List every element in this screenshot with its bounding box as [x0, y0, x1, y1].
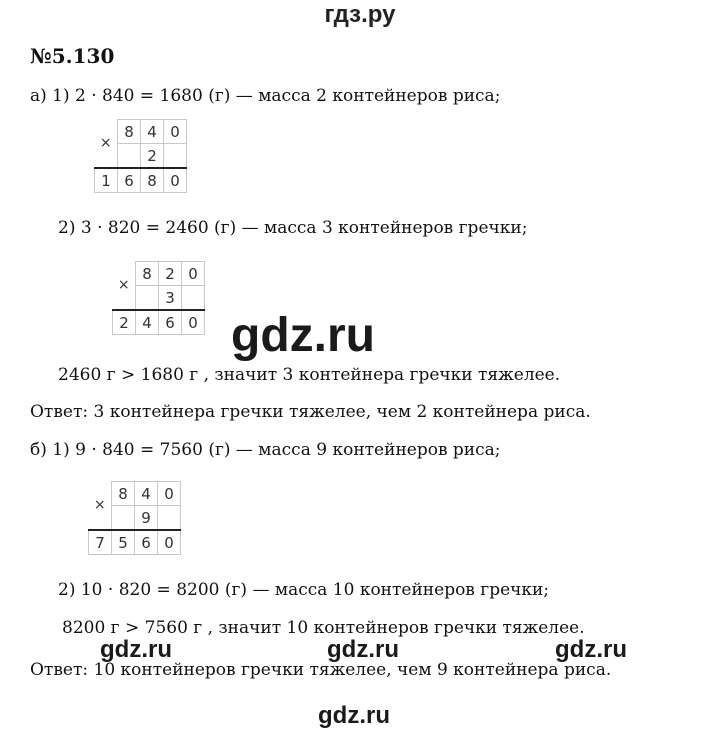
digit — [164, 144, 187, 169]
task-number: №5.130 — [30, 44, 115, 68]
watermark-large: gdz.ru — [231, 309, 375, 362]
multiply-sign: × — [93, 497, 106, 514]
digit: 5 — [112, 530, 135, 555]
calc-a2 — [112, 261, 205, 335]
digit: 0 — [164, 168, 187, 193]
digit: 6 — [159, 310, 182, 335]
digit — [118, 144, 141, 169]
digit: 7 — [89, 530, 112, 555]
watermark-small-right: gdz.ru — [555, 636, 627, 663]
digit: 2 — [159, 262, 182, 286]
digit: 2 — [113, 310, 136, 335]
calc-b1 — [88, 481, 181, 555]
digit: 8 — [141, 168, 164, 193]
site-title: гдз.ру — [324, 1, 396, 28]
digit: 0 — [182, 310, 205, 335]
digit: 3 — [159, 286, 182, 311]
digit: 0 — [158, 482, 181, 506]
digit — [136, 286, 159, 311]
digit: 8 — [118, 120, 141, 144]
digit: 6 — [118, 168, 141, 193]
digit: 8 — [112, 482, 135, 506]
watermark-small-center: gdz.ru — [327, 636, 399, 663]
digit: 2 — [141, 144, 164, 169]
digit: 4 — [135, 482, 158, 506]
calc-a1 — [94, 119, 187, 193]
multiply-sign: × — [99, 135, 112, 152]
digit: 9 — [135, 506, 158, 531]
digit: 0 — [164, 120, 187, 144]
watermark-footer: gdz.ru — [318, 702, 390, 729]
digit: 1 — [95, 168, 118, 193]
part-a-step1: а) 1) 2 · 840 = 1680 (г) — масса 2 контейнеров риса; — [30, 86, 501, 106]
digit: 4 — [136, 310, 159, 335]
digit: 0 — [182, 262, 205, 286]
part-b-compare: 8200 г > 7560 г , значит 10 контейнеров гречки тяжелее. — [62, 618, 585, 638]
part-b-answer: Ответ: 10 контейнеров гречки тяжелее, чем 9 контейнера риса. — [30, 660, 612, 680]
digit — [182, 286, 205, 311]
watermark-small-left: gdz.ru — [100, 636, 172, 663]
part-a-step2: 2) 3 · 820 = 2460 (г) — масса 3 контейнеров гречки; — [58, 218, 528, 238]
digit — [112, 506, 135, 531]
digit — [158, 506, 181, 531]
part-b-step2: 2) 10 · 820 = 8200 (г) — масса 10 контейнеров гречки; — [58, 580, 550, 600]
part-b-step1: б) 1) 9 · 840 = 7560 (г) — масса 9 контейнеров риса; — [30, 440, 501, 460]
multiply-sign: × — [117, 277, 130, 294]
part-a-answer: Ответ: 3 контейнера гречки тяжелее, чем 2 контейнера риса. — [30, 402, 591, 422]
digit: 8 — [136, 262, 159, 286]
digit: 6 — [135, 530, 158, 555]
digit: 0 — [158, 530, 181, 555]
part-a-compare: 2460 г > 1680 г , значит 3 контейнера гречки тяжелее. — [58, 365, 561, 385]
digit: 4 — [141, 120, 164, 144]
